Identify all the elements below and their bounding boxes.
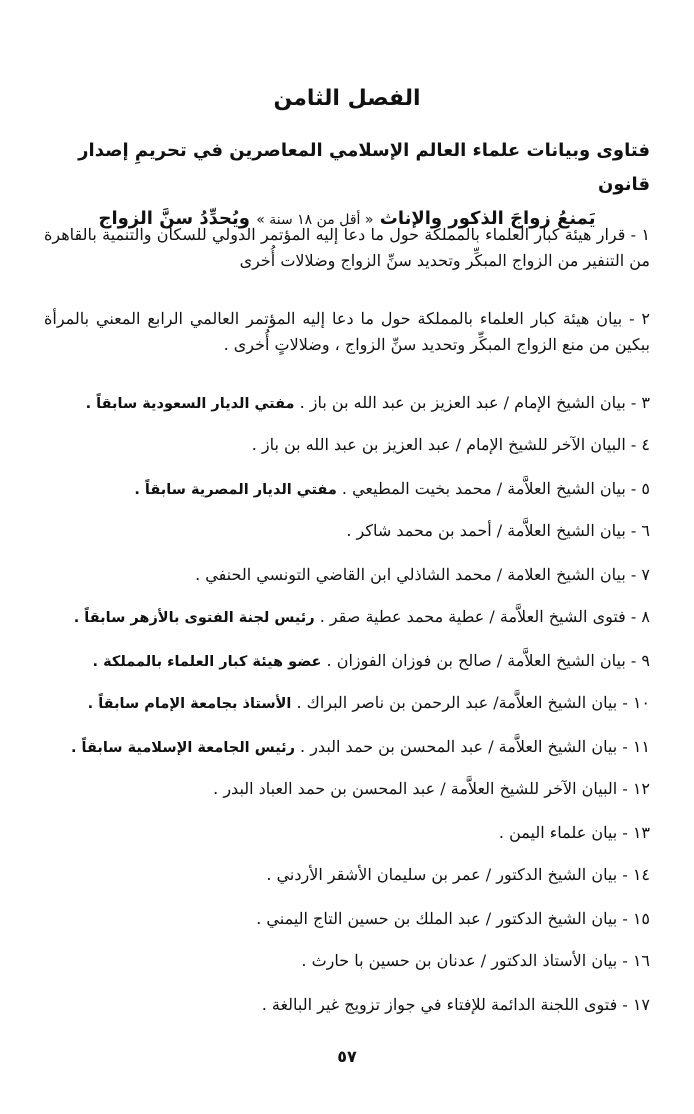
list-item-13 — [44, 820, 650, 846]
list-item-text: ٤ - البيان الآخر للشيخ الإمام / عبد العزيز بن عبد الله بن باز . — [251, 435, 650, 454]
list-item-text: ١٦ - بيان الأستاذ الدكتور / عدنان بن حسين با حارث . — [301, 951, 650, 970]
list-item-12 — [44, 776, 650, 802]
list-item-4 — [44, 432, 650, 458]
page-number: ٥٧ — [337, 1047, 357, 1066]
list-item-text: ٣ - بيان الشيخ الإمام / عبد العزيز بن عبد الله بن باز . — [299, 393, 650, 412]
chapter-title: الفصل الثامن — [273, 86, 421, 111]
list-item-text: ١٢ - البيان الآخر للشيخ العلاَّمة / عبد المحسن بن حمد العباد البدر . — [213, 779, 650, 798]
list-item-note: مفتي الديار السعودية سابقاً . — [85, 396, 295, 412]
list-item-text: ٨ - فتوى الشيخ العلاَّمة / عطية محمد عطية صقر . — [319, 607, 650, 626]
list-item-5 — [44, 476, 650, 503]
list-item-note: عضو هيئة كبار العلماء بالمملكة . — [92, 654, 322, 670]
list-item-15 — [44, 906, 650, 932]
list-item-text: ١١ - بيان الشيخ العلاَّمة / عبد المحسن بن حمد البدر . — [300, 737, 650, 756]
list-item-text: ٦ - بيان الشيخ العلاَّمة / أحمد بن محمد شاكر . — [346, 521, 650, 540]
list-item-text: ١٧ - فتوى اللجنة الدائمة للإفتاء في جواز تزويج غير البالغة . — [261, 995, 650, 1014]
list-item-text: ١٤ - بيان الشيخ الدكتور / عمر بن سليمان الأشقر الأردني . — [266, 865, 650, 884]
list-item-text: ١٥ - بيان الشيخ الدكتور / عبد الملك بن حسين التاج اليمني . — [256, 909, 650, 928]
list-item-10 — [44, 690, 650, 717]
list-item-6 — [44, 518, 650, 544]
list-item-text: ٢ - بيان هيئة كبار العلماء بالمملكة حول ما دعا إليه المؤتمر العالمي الرابع المعني بالمرأة ببكين من منع الزواج المبكِّر وتحديد سنِّ الزواج ، وضلالاتٍ أُخرى . — [44, 309, 650, 354]
list-item-note: رئيس الجامعة الإسلامية سابقاً . — [70, 740, 295, 756]
list-item-text: ١٣ - بيان علماء اليمن . — [498, 823, 650, 842]
heading-line-2-end: ويُحدِّدُ سنَّ الزواج — [98, 208, 250, 229]
heading-line-2-start: يَمنعُ زواجَ الذكور والإناث — [379, 208, 596, 229]
heading-age-note: « أقل من ١٨ سنة » — [256, 212, 374, 228]
list-item-text: ٩ - بيان الشيخ العلاَّمة / صالح بن فوزان الفوزان . — [326, 651, 650, 670]
list-item-17 — [44, 992, 650, 1018]
list-item-14 — [44, 862, 650, 888]
list-item-16 — [44, 948, 650, 974]
list-item-3 — [44, 390, 650, 417]
list-item-note: مفتي الديار المصرية سابقاً . — [134, 482, 337, 498]
list-item-note: رئيس لجنة الفتوى بالأزهر سابقاً . — [73, 610, 315, 626]
list-item-11 — [44, 734, 650, 761]
list-item-2 — [44, 306, 650, 358]
list-item-8 — [44, 604, 650, 631]
list-item-1 — [44, 222, 650, 274]
list-item-text: ٧ - بيان الشيخ العلامة / محمد الشاذلي ابن القاضي التونسي الحنفي . — [195, 565, 650, 584]
list-item-9 — [44, 648, 650, 675]
list-item-7 — [44, 562, 650, 588]
list-item-text: ١ - قرار هيئة كبار العلماء بالمملكة حول ما دعا إليه المؤتمر الدولي للسكان والتنمية بالقاهرة من التنفير من الزواج المبكِّر وتحديد سنِّ الزواج وضلالات أُخرى — [44, 225, 650, 270]
list-item-text: ١٠ - بيان الشيخ العلاَّمة/ عبد الرحمن بن ناصر البراك . — [296, 693, 650, 712]
list-item-text: ٥ - بيان الشيخ العلاَّمة / محمد بخيت المطيعي . — [341, 479, 650, 498]
heading-line-1: فتاوى وبيانات علماء العالم الإسلامي المعاصرين في تحريمِ إصدار قانون — [78, 140, 650, 195]
list-item-note: الأستاذ بجامعة الإمام سابقاً . — [87, 696, 292, 712]
